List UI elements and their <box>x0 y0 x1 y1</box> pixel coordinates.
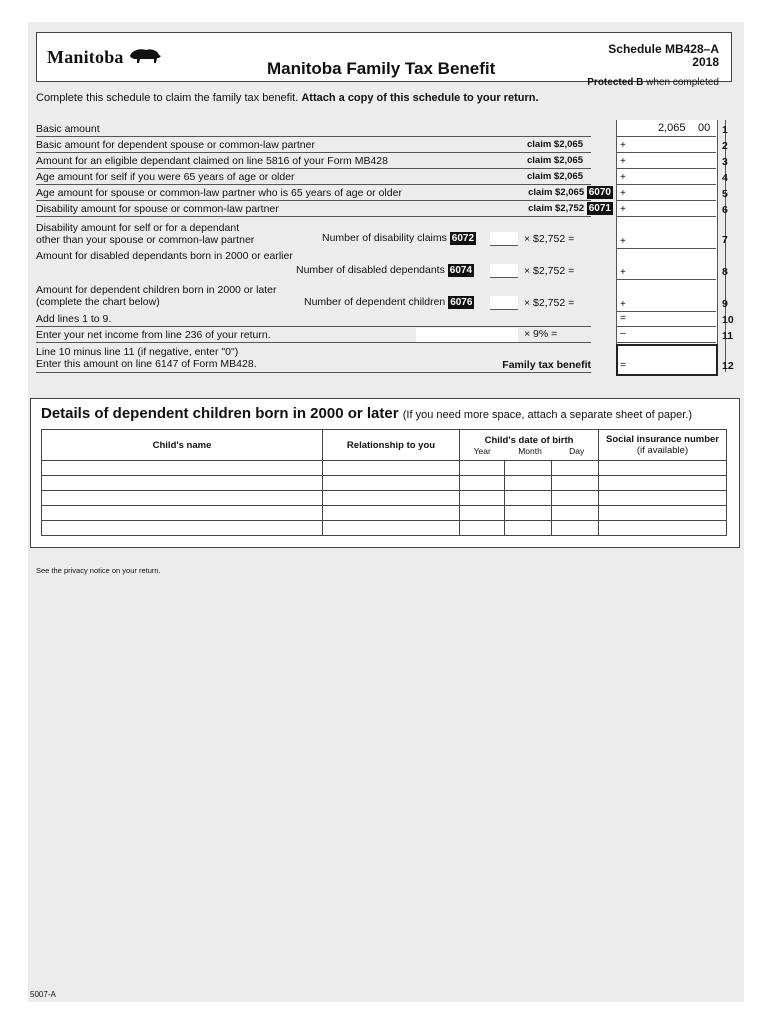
field-code-6076: 6076 <box>450 297 473 308</box>
line-4-amount-field[interactable] <box>616 184 716 185</box>
line-9-multiplier: × $2,752 = <box>524 297 575 309</box>
col-date-of-birth: Child's date of birth Year Month Day <box>460 430 599 461</box>
col-sin: Social insurance number (if available) <box>599 430 727 461</box>
line-number: 1 <box>722 124 728 136</box>
line-10-amount-field[interactable] <box>616 326 716 327</box>
dependent-children-input[interactable] <box>490 296 518 310</box>
line-9-count-label: Number of dependent children 6076 <box>304 296 473 308</box>
disabled-dependants-input[interactable] <box>490 264 518 278</box>
line-10: Add lines 1 to 9. <box>36 312 591 327</box>
line-3-amount-field[interactable] <box>616 168 716 169</box>
line-12-operator: = <box>620 360 626 371</box>
table-row[interactable] <box>42 461 727 476</box>
line-7-amount-field[interactable] <box>616 248 716 249</box>
net-income-input[interactable] <box>416 328 518 343</box>
line-9-amount-field[interactable] <box>616 311 716 312</box>
disability-claims-input[interactable] <box>490 232 518 246</box>
line-1: Basic amount <box>36 122 591 137</box>
line-11-amount-field[interactable] <box>616 342 716 343</box>
line-number: 9 <box>722 298 728 310</box>
schedule-id: Schedule MB428–A 2018 <box>608 42 719 69</box>
form-page <box>28 22 744 1002</box>
line-number: 5 <box>722 188 728 200</box>
line-3-operator: + <box>620 156 626 167</box>
line-8-amount-field[interactable] <box>616 279 716 280</box>
line-number: 7 <box>722 234 728 246</box>
line-6: Disability amount for spouse or common-law partner claim $2,752 6071 <box>36 203 611 215</box>
form-title: Manitoba Family Tax Benefit <box>267 59 496 78</box>
children-details-section <box>30 398 740 548</box>
line-7-multiplier: × $2,752 = <box>524 233 575 245</box>
form-header <box>36 32 732 88</box>
line-5-operator: + <box>620 188 626 199</box>
line-1-amount: 2,065 <box>658 122 686 134</box>
line-9-label: Amount for dependent children born in 2000 or later (complete the chart below) <box>36 284 277 308</box>
line-11-multiplier: × 9% = <box>524 328 558 340</box>
line-number: 2 <box>722 140 728 152</box>
field-code-6074: 6074 <box>449 265 473 276</box>
line-8-multiplier: × $2,752 = <box>524 265 575 277</box>
line-8-label: Amount for disabled dependants born in 2000 or earlier <box>36 250 293 262</box>
table-row[interactable] <box>42 521 727 536</box>
line-1-cents: 00 <box>698 122 711 134</box>
line-9-operator: + <box>620 299 626 310</box>
line-7-count-label: Number of disability claims 6072 <box>322 232 475 244</box>
table-row[interactable] <box>42 491 727 506</box>
privacy-notice: See the privacy notice on your return. <box>36 566 161 575</box>
line-11-operator: – <box>620 328 626 339</box>
line-number: 6 <box>722 204 728 216</box>
bison-icon <box>128 47 162 65</box>
line-number: 3 <box>722 156 728 168</box>
line-number: 4 <box>722 172 728 184</box>
details-title: Details of dependent children born in 2000 or later (If you need more space, attach a separate sheet of paper.) <box>41 405 692 422</box>
line-2-operator: + <box>620 140 626 151</box>
line-5-amount-field[interactable] <box>616 200 716 201</box>
intro-text: Complete this schedule to claim the family tax benefit. Attach a copy of this schedule to your return. <box>36 92 539 104</box>
line-4: Age amount for self if you were 65 years of age or older claim $2,065 <box>36 170 591 185</box>
line-8-operator: + <box>620 267 626 278</box>
table-row[interactable] <box>42 476 727 491</box>
children-table <box>41 429 727 536</box>
line-4-operator: + <box>620 172 626 183</box>
line-number: 8 <box>722 266 728 278</box>
line-10-operator: = <box>620 313 626 324</box>
line-6-operator: + <box>620 204 626 215</box>
table-row[interactable] <box>42 506 727 521</box>
field-code-6072: 6072 <box>451 233 475 244</box>
amount-column <box>616 120 718 372</box>
line-2-amount-field[interactable] <box>616 152 716 153</box>
col-relationship: Relationship to you <box>323 430 460 461</box>
line-1-underline <box>616 136 716 137</box>
line-number: 10 <box>722 314 734 326</box>
line-number: 11 <box>722 330 734 342</box>
manitoba-logo: Manitoba <box>47 47 162 68</box>
line-11: Enter your net income from line 236 of your return. <box>36 328 591 343</box>
family-tax-benefit-label: Family tax benefit <box>502 359 591 371</box>
line-8-count-label: Number of disabled dependants 6074 <box>296 264 473 276</box>
protected-notice: Protected B when completed <box>587 77 719 88</box>
line-7-operator: + <box>620 236 626 247</box>
line-12-label: Line 10 minus line 11 (if negative, enter "0") Enter this amount on line 6147 of Form MB428. Family tax benefit <box>36 346 591 371</box>
field-code-6071: 6071 <box>588 203 611 214</box>
form-number: 5007-A <box>30 990 56 999</box>
field-code-6070: 6070 <box>588 187 611 198</box>
family-tax-benefit-field[interactable] <box>616 344 718 376</box>
line-6-amount-field[interactable] <box>616 216 716 217</box>
line-5: Age amount for spouse or common-law partner who is 65 years of age or older claim $2,065 6070 <box>36 187 611 199</box>
line-3: Amount for an eligible dependant claimed on line 5816 of your Form MB428 claim $2,065 <box>36 154 591 169</box>
line-number: 12 <box>722 360 734 372</box>
line-7-label: Disability amount for self or for a dependant other than your spouse or common-law partner <box>36 222 255 246</box>
line-2: Basic amount for dependent spouse or common-law partner claim $2,065 <box>36 138 591 153</box>
col-childs-name: Child's name <box>42 430 323 461</box>
